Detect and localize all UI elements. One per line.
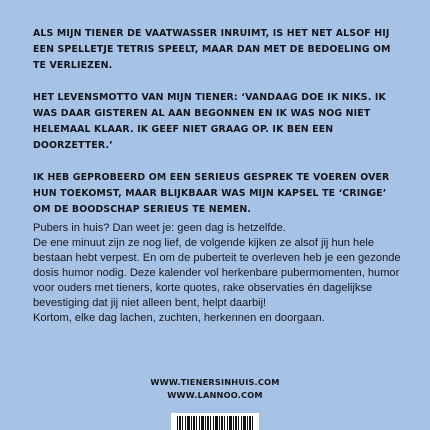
quote-1: ALS MIJN TIENER DE VAATWASSER INRUIMT, IS HET NET ALSOF HIJ EEN SPELLETJE TETRIS SPEELT, MAAR DAN MET DE BEDOELING OM TE VERLIEZEN. [33, 28, 391, 71]
description-text [33, 221, 408, 326]
website-link-tienersinhuis[interactable]: WWW.TIENERSINHUIS.COM [150, 377, 280, 387]
quote-3: IK HEB GEPROBEERD OM EEN SERIEUS GESPREK TE VOEREN OVER HUN TOEKOMST, MAAR BLIJKBAAR WAS MIJN KAPSEL TE ‘CRINGE’ OM DE BOODSCHAP SERIEUS TE NEMEN. [33, 172, 390, 215]
website-links [0, 376, 430, 402]
description-line-3: Kortom, elke dag lachen, zuchten, herkennen en doorgaan. [33, 312, 325, 324]
quote-2: HET LEVENSMOTTO VAN MIJN TIENER: ‘VANDAAG DOE IK NIKS. IK WAS DAAR GISTEREN AL AAN BEGONNEN EN IK WAS NOG NIET HELEMAAL KLAAR. IK GEEF NIET GRAAG OP. IK BEN EEN DOORZETTER.’ [33, 92, 386, 151]
quotes-block [33, 26, 405, 218]
description-line-1: Pubers in huis? Dan weet je: geen dag is hetzelfde. [33, 222, 286, 234]
website-link-lannoo[interactable]: WWW.LANNOO.COM [167, 390, 263, 400]
description-line-2: De ene minuut zijn ze nog lief, de volgende kijken ze alsof jij hun hele bestaan hebt verpest. En om de puberteit te overleven heb je een gezonde dosis humor nodig. Deze kalender vol herkenbare pubermomenten, humor voor ouders met tieners, korte quotes, rake observaties én dagelijkse bevestiging dat jij niet alleen bent, helpt daarbij! [33, 237, 401, 309]
barcode-bars [177, 416, 253, 430]
barcode [171, 413, 259, 430]
